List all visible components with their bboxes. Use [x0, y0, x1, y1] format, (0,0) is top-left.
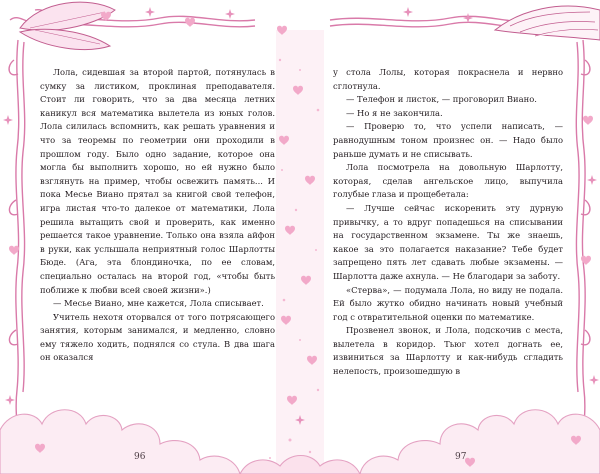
paragraph: Лола посмотрела на довольную Шарлотту, которая, сделав ангельское лицо, выпучила голубые глаза и прощебетала: [333, 162, 563, 200]
paragraph: — Лучше сейчас искоренить эту дурную привычку, а то вдруг попадешься на списывании на государственном экзамене. Ты же знаешь, какое за это полагается наказание? Тебе будет запрещено пять лет сдавать любые экзамены. — Шарлотта даже ахнула. — Не благодари за заботу. [333, 202, 563, 281]
paragraph: Учитель нехотя оторвался от того потрясающего занятия, которым занимался, и медленно, словно ему тяжело ходить, поднялся со стула. В два шага он оказался [40, 311, 275, 363]
right-page-text [333, 66, 563, 379]
paragraph: — Телефон и листок, — проговорил Виано. [346, 94, 537, 105]
paragraph: у стола Лолы, которая покраснела и нервно сглотнула. [333, 67, 563, 91]
paragraph: Прозвенел звонок, и Лола, подскочив с места, вылетела в коридор. Тьюг хотел догнать ее, извиниться за Шарлотту и как-нибудь сгладить нелепость, произошедшую в [333, 325, 563, 377]
paragraph: — Месье Виано, мне кажется, Лола списывает. [53, 298, 264, 309]
paragraph: — Но я не закончила. [346, 107, 443, 118]
paragraph: «Стерва», — подумала Лола, но виду не подала. Ей было жутко обидно начинать новый учебный год с отвратительной оценки по математике. [333, 284, 563, 322]
page-number-right: 97 [455, 452, 467, 462]
left-page-text [40, 66, 275, 365]
page-number-left: 96 [134, 452, 146, 462]
paragraph: — Проверю то, что успели написать, — равнодушным тоном произнес он. — Надо было раньше думать и не списывать. [333, 121, 563, 159]
paragraph: Лола, сидевшая за второй партой, потянулась в сумку за листиком, проклиная преподавателя. Стоит ли говорить, что за два месяца летних каникул вся математика вылетела из юных голов. Лола силилась вспомнить, как решать уравнения и что за теоремы по геометрии они проходили в прошлом году. Было одно задание, которое она могла бы выполнить хорошо, но ей нужно было взглянуть на пример, чтобы освежить память... И пока Месье Виано прятал за книгой свой телефон, игра листая что-то далекое от математики, Лола решила вытащить свой и проверить, как именно решается такое уравнение. Только она взяла айфон в руки, как услышала неприятный голос Шарлотты Бюде. (Ага, эта блондиночка, по ее словам, специально осталась на второй год, «чтобы быть поближе к любви всей своей жизни».) [40, 67, 275, 295]
